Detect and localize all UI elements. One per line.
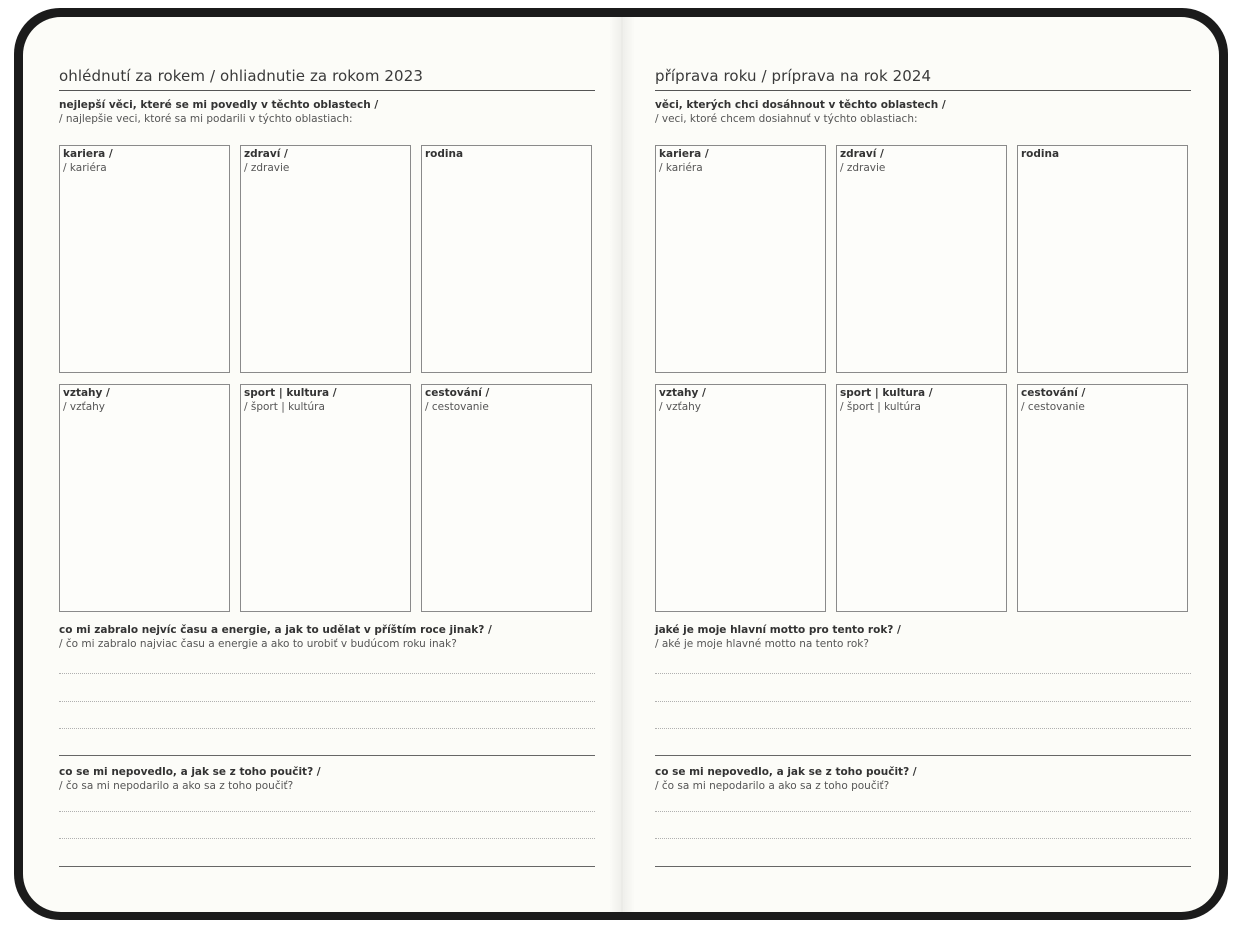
writing-box-kariera[interactable] — [59, 145, 230, 373]
box-sublabel: / zdravie — [840, 162, 886, 174]
box-label: vztahy / — [63, 387, 110, 399]
box-sublabel: / šport | kultúra — [840, 401, 921, 413]
writing-box-kariera[interactable] — [655, 145, 826, 373]
title-rule — [59, 90, 595, 91]
question-1-heading: jaké je moje hlavní motto pro tento rok? / — [655, 624, 901, 636]
question-2-subheading: / čo sa mi nepodarilo a ako sa z toho poučiť? — [655, 780, 890, 792]
box-sublabel: / kariéra — [63, 162, 107, 174]
box-sublabel: / cestovanie — [1021, 401, 1085, 413]
writing-box-vztahy[interactable] — [59, 384, 230, 612]
box-label: vztahy / — [659, 387, 706, 399]
answer-line[interactable] — [59, 728, 595, 729]
writing-box-sport-kultura[interactable] — [836, 384, 1007, 612]
box-label: cestování / — [425, 387, 490, 399]
question-1-subheading: / aké je moje hlavné motto na tento rok? — [655, 638, 869, 650]
writing-box-rodina[interactable] — [1017, 145, 1188, 373]
answer-line[interactable] — [655, 701, 1191, 702]
box-sublabel: / zdravie — [244, 162, 290, 174]
box-label: zdraví / — [840, 148, 884, 160]
box-label: cestování / — [1021, 387, 1086, 399]
answer-line[interactable] — [655, 811, 1191, 812]
box-label: zdraví / — [244, 148, 288, 160]
answer-line[interactable] — [59, 701, 595, 702]
box-label: rodina — [425, 148, 464, 160]
writing-box-sport-kultura[interactable] — [240, 384, 411, 612]
box-sublabel: / vzťahy — [63, 401, 106, 413]
writing-box-rodina[interactable] — [421, 145, 592, 373]
intro-subheading: / najlepšie veci, ktoré sa mi podarili v týchto oblastiach: — [59, 113, 353, 125]
box-label: kariera / — [63, 148, 113, 160]
page-title: ohlédnutí za rokem / ohliadnutie za rokom 2023 — [59, 67, 423, 85]
open-planner-spread — [23, 17, 1219, 912]
question-2-heading: co se mi nepovedlo, a jak se z toho poučit? / — [59, 766, 321, 778]
title-rule — [655, 90, 1191, 91]
answer-line[interactable] — [655, 673, 1191, 674]
question-2-heading: co se mi nepovedlo, a jak se z toho poučit? / — [655, 766, 917, 778]
section-divider — [655, 755, 1191, 756]
writing-box-vztahy[interactable] — [655, 384, 826, 612]
section-divider — [59, 755, 595, 756]
writing-box-zdravi[interactable] — [836, 145, 1007, 373]
page-gutter — [609, 17, 635, 912]
box-sublabel: / cestovanie — [425, 401, 489, 413]
intro-subheading: / veci, ktoré chcem dosiahnuť v týchto oblastiach: — [655, 113, 918, 125]
answer-line[interactable] — [655, 838, 1191, 839]
intro-heading: nejlepší věci, které se mi povedly v těchto oblastech / — [59, 99, 379, 111]
box-label: rodina — [1021, 148, 1060, 160]
writing-box-zdravi[interactable] — [240, 145, 411, 373]
answer-line[interactable] — [59, 673, 595, 674]
question-1-subheading: / čo mi zabralo najviac času a energie a ako to urobiť v budúcom roku inak? — [59, 638, 457, 650]
question-2-subheading: / čo sa mi nepodarilo a ako sa z toho poučiť? — [59, 780, 294, 792]
writing-box-cestovani[interactable] — [1017, 384, 1188, 612]
question-1-heading: co mi zabralo nejvíc času a energie, a jak to udělat v příštím roce jinak? / — [59, 624, 492, 636]
box-sublabel: / vzťahy — [659, 401, 702, 413]
section-divider — [59, 866, 595, 867]
box-sublabel: / šport | kultúra — [244, 401, 325, 413]
box-label: kariera / — [659, 148, 709, 160]
section-divider — [655, 866, 1191, 867]
answer-line[interactable] — [59, 838, 595, 839]
right-page — [655, 17, 1192, 912]
answer-line[interactable] — [655, 728, 1191, 729]
left-page — [59, 17, 596, 912]
box-label: sport | kultura / — [840, 387, 933, 399]
answer-line[interactable] — [59, 811, 595, 812]
page-title: příprava roku / príprava na rok 2024 — [655, 67, 932, 85]
intro-heading: věci, kterých chci dosáhnout v těchto oblastech / — [655, 99, 946, 111]
writing-box-cestovani[interactable] — [421, 384, 592, 612]
box-label: sport | kultura / — [244, 387, 337, 399]
box-sublabel: / kariéra — [659, 162, 703, 174]
